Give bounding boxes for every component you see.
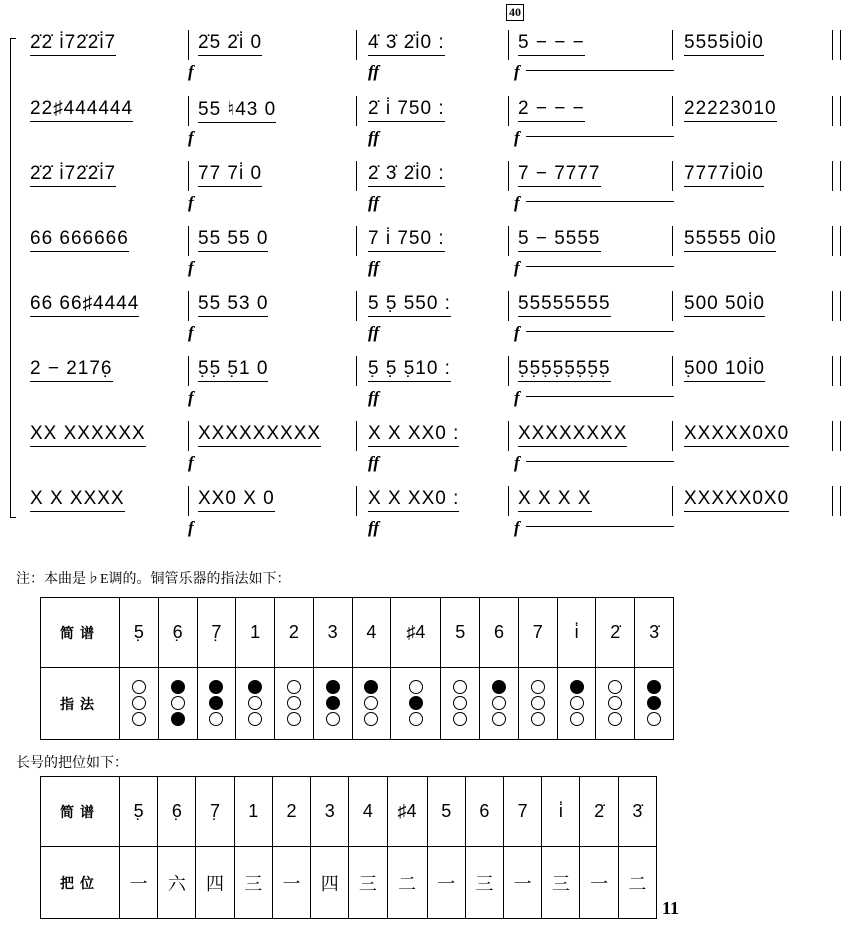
valve-open-icon <box>132 680 146 694</box>
notation-cell: 6̣ <box>158 777 196 847</box>
page-number: 11 <box>662 898 680 918</box>
fingering-cell <box>596 668 635 740</box>
barline <box>356 421 357 451</box>
barline <box>508 226 509 256</box>
measure: 55 53 0 <box>198 293 268 317</box>
trombone-position-table <box>40 776 657 919</box>
dynamic-marking: ff <box>368 193 380 212</box>
slide-position-cell: 三 <box>234 847 272 919</box>
fingering-cell <box>275 668 314 740</box>
dynamic-marking: f <box>514 323 520 342</box>
measure: XX0 X 0 <box>198 488 275 512</box>
barline <box>832 421 833 451</box>
measure: 500 50i̇0 <box>684 293 765 317</box>
barline <box>508 486 509 516</box>
fingering-cell <box>197 668 236 740</box>
notation-cell: ♯4 <box>391 598 441 668</box>
dynamic-marking: f <box>514 193 520 212</box>
slide-position-cell: 一 <box>580 847 618 919</box>
valve-pressed-icon <box>171 680 185 694</box>
valve-pressed-icon <box>248 680 262 694</box>
fingering-cell <box>518 668 557 740</box>
valve-open-icon <box>608 680 622 694</box>
dynamic-marking: ff <box>368 258 380 277</box>
valve-open-icon <box>364 712 378 726</box>
hairpin <box>526 70 674 71</box>
score-row <box>0 88 859 154</box>
valve-pressed-icon <box>570 680 584 694</box>
header-notation: 简谱 <box>41 777 120 847</box>
notation-cell: 4 <box>349 777 387 847</box>
score-row <box>0 413 859 479</box>
score-row <box>0 22 859 88</box>
valve-pressed-icon <box>647 680 661 694</box>
dynamic-marking: ff <box>368 453 380 472</box>
valve-pressed-icon <box>364 680 378 694</box>
dynamic-marking: f <box>514 128 520 147</box>
valve-open-icon <box>287 680 301 694</box>
measure: 5 5̣ 550 : <box>368 293 451 317</box>
barline <box>188 356 189 386</box>
measure: X X XX0 : <box>368 488 459 512</box>
valve-open-icon <box>248 712 262 726</box>
measure: 5555i̇0i̇0 <box>684 32 764 56</box>
measure: 2̇ 3̇ 2̇i̇0 : <box>368 163 445 187</box>
measure: XXXXX0X0 <box>684 423 789 447</box>
barline <box>840 291 841 321</box>
barline <box>672 291 673 321</box>
barline <box>356 30 357 60</box>
hairpin <box>526 201 674 202</box>
rehearsal-mark: 40 <box>506 4 524 21</box>
notation-cell: 5̣ <box>120 598 159 668</box>
notation-cell: 2̇ <box>596 598 635 668</box>
valve-open-icon <box>132 696 146 710</box>
valve-open-icon <box>608 712 622 726</box>
fingering-cell <box>120 668 159 740</box>
fingering-cell <box>313 668 352 740</box>
slide-position-cell: 三 <box>465 847 503 919</box>
notation-cell: 6 <box>465 777 503 847</box>
note-key: 注：本曲是♭E调的。铜管乐器的指法如下： <box>16 572 291 587</box>
barline <box>672 486 673 516</box>
measure: 5 − 5555 <box>518 228 601 252</box>
barline <box>840 30 841 60</box>
dynamic-marking: f <box>514 388 520 407</box>
valve-open-icon <box>570 712 584 726</box>
note-trombone: 长号的把位如下： <box>16 756 128 771</box>
notation-cell: 1 <box>236 598 275 668</box>
valve-open-icon <box>248 696 262 710</box>
measure: 5̣ 5̣ 5̣10 : <box>368 358 451 382</box>
notation-cell: 7̣ <box>196 777 234 847</box>
valve-open-icon <box>453 712 467 726</box>
valve-open-icon <box>453 696 467 710</box>
barline <box>188 96 189 126</box>
valve-open-icon <box>570 696 584 710</box>
slide-position-cell: 一 <box>427 847 465 919</box>
fingering-cell <box>480 668 519 740</box>
valve-pressed-icon <box>647 696 661 710</box>
fingering-cell <box>352 668 391 740</box>
barline <box>188 161 189 191</box>
hairpin <box>526 266 674 267</box>
header-notation: 简谱 <box>41 598 120 668</box>
valve-open-icon <box>409 680 423 694</box>
slide-position-cell: 四 <box>311 847 349 919</box>
barline <box>188 486 189 516</box>
valve-open-icon <box>492 712 506 726</box>
notation-cell: 7̣ <box>197 598 236 668</box>
valve-pressed-icon <box>409 696 423 710</box>
score-row <box>0 153 859 219</box>
fingering-cell <box>557 668 596 740</box>
measure: 55555555 <box>518 293 611 317</box>
hairpin <box>526 396 674 397</box>
notation-cell: 3̇ <box>635 598 674 668</box>
slide-position-cell: 六 <box>158 847 196 919</box>
dynamic-marking: ff <box>368 62 380 81</box>
valve-open-icon <box>531 696 545 710</box>
barline <box>832 161 833 191</box>
barline <box>508 421 509 451</box>
notation-cell: 3 <box>313 598 352 668</box>
barline <box>832 96 833 126</box>
score-row <box>0 348 859 414</box>
slide-position-cell: 二 <box>618 847 656 919</box>
notation-cell: 4 <box>352 598 391 668</box>
score-row <box>0 283 859 349</box>
dynamic-marking: f <box>188 128 194 147</box>
valve-open-icon <box>608 696 622 710</box>
measure: 77 7i̇ 0 <box>198 163 262 187</box>
notation-cell: 3̇ <box>618 777 656 847</box>
slide-position-cell: 一 <box>272 847 310 919</box>
barline <box>356 291 357 321</box>
valve-open-icon <box>326 712 340 726</box>
valve-open-icon <box>409 712 423 726</box>
measure: 2̇2̇ i̇72̇2̇i̇7 <box>30 32 116 56</box>
barline <box>832 291 833 321</box>
measure: 55 55 0 <box>198 228 268 252</box>
valve-open-icon <box>492 696 506 710</box>
measure: 4̇ 3̇ 2̇i̇0 : <box>368 32 445 56</box>
valve-open-icon <box>531 680 545 694</box>
valve-pressed-icon <box>492 680 506 694</box>
header-position: 把位 <box>41 847 120 919</box>
dynamic-marking: f <box>188 453 194 472</box>
measure: XXXXXXXX <box>518 423 627 447</box>
notation-cell: i̇ <box>542 777 580 847</box>
dynamic-marking: f <box>188 258 194 277</box>
dynamic-marking: f <box>188 323 194 342</box>
measure: XXXXXXXXX <box>198 423 321 447</box>
measure: 5 − − − <box>518 32 585 56</box>
notation-cell: 1 <box>234 777 272 847</box>
fingering-cell <box>236 668 275 740</box>
barline <box>832 226 833 256</box>
measure: 7 i̇ 750 : <box>368 228 445 252</box>
barline <box>672 96 673 126</box>
valve-pressed-icon <box>171 712 185 726</box>
barline <box>188 30 189 60</box>
dynamic-marking: f <box>188 62 194 81</box>
fingering-cell <box>391 668 441 740</box>
measure: 5̣5̣ 5̣1 0 <box>198 358 268 382</box>
notation-cell: 2 <box>275 598 314 668</box>
barline <box>840 96 841 126</box>
measure: 5̣00 10i̇0 <box>684 358 765 382</box>
dynamic-marking: f <box>188 388 194 407</box>
measure: XX XXXXXX <box>30 423 146 447</box>
measure: 22223010 <box>684 98 777 122</box>
valve-pressed-icon <box>209 696 223 710</box>
dynamic-marking: f <box>514 453 520 472</box>
barline <box>672 421 673 451</box>
valve-open-icon <box>287 712 301 726</box>
barline <box>832 356 833 386</box>
dynamic-marking: ff <box>368 323 380 342</box>
barline <box>672 30 673 60</box>
barline <box>508 30 509 60</box>
dynamic-marking: ff <box>368 518 380 537</box>
barline <box>840 356 841 386</box>
measure: 55 ♮43 0 <box>198 98 276 123</box>
barline <box>508 291 509 321</box>
valve-open-icon <box>647 712 661 726</box>
hairpin <box>526 526 674 527</box>
notation-cell: 7 <box>518 598 557 668</box>
dynamic-marking: ff <box>368 388 380 407</box>
fingering-cell <box>158 668 197 740</box>
valve-open-icon <box>287 696 301 710</box>
measure: 2̇5 2̇i̇ 0 <box>198 32 262 56</box>
measure: 7777i̇0i̇0 <box>684 163 764 187</box>
notation-cell: 6 <box>480 598 519 668</box>
barline <box>840 161 841 191</box>
measure: 22♯444444 <box>30 98 133 122</box>
score-row <box>0 218 859 284</box>
barline <box>672 226 673 256</box>
valve-open-icon <box>171 696 185 710</box>
score-row <box>0 478 859 544</box>
measure: X X XXXX <box>30 488 125 512</box>
fingering-cell <box>441 668 480 740</box>
notation-cell: 2̇ <box>580 777 618 847</box>
barline <box>356 161 357 191</box>
barline <box>672 356 673 386</box>
barline <box>672 161 673 191</box>
slide-position-cell: 三 <box>542 847 580 919</box>
barline <box>508 96 509 126</box>
measure: 7 − 7777 <box>518 163 601 187</box>
dynamic-marking: f <box>514 62 520 81</box>
measure: XXXXX0X0 <box>684 488 789 512</box>
barline <box>508 161 509 191</box>
hairpin <box>526 331 674 332</box>
measure: 55555 0i̇0 <box>684 228 776 252</box>
valve-fingering-table <box>40 597 674 740</box>
notation-cell: 5 <box>441 598 480 668</box>
slide-position-cell: 四 <box>196 847 234 919</box>
slide-position-cell: 一 <box>504 847 542 919</box>
measure: 2̇ i̇ 750 : <box>368 98 445 122</box>
notation-cell: 2 <box>272 777 310 847</box>
notation-cell: 5̣ <box>120 777 158 847</box>
dynamic-marking: f <box>514 258 520 277</box>
valve-pressed-icon <box>209 680 223 694</box>
barline <box>840 486 841 516</box>
barline <box>508 356 509 386</box>
dynamic-marking: f <box>188 518 194 537</box>
barline <box>356 226 357 256</box>
measure: 66 666666 <box>30 228 129 252</box>
barline <box>188 291 189 321</box>
barline <box>832 30 833 60</box>
barline <box>188 421 189 451</box>
valve-open-icon <box>531 712 545 726</box>
fingering-cell <box>635 668 674 740</box>
valve-pressed-icon <box>326 680 340 694</box>
measure: X X XX0 : <box>368 423 459 447</box>
hairpin <box>526 136 674 137</box>
dynamic-marking: f <box>514 518 520 537</box>
notation-cell: i̇ <box>557 598 596 668</box>
barline <box>840 421 841 451</box>
valve-open-icon <box>132 712 146 726</box>
notation-cell: ♯4 <box>387 777 427 847</box>
notation-cell: 5 <box>427 777 465 847</box>
measure: 2 − − − <box>518 98 585 122</box>
barline <box>356 356 357 386</box>
slide-position-cell: 二 <box>387 847 427 919</box>
barline <box>356 486 357 516</box>
measure: 2 − 2176̣ <box>30 358 113 382</box>
measure: 2̇2̇ i̇72̇2̇i̇7 <box>30 163 116 187</box>
notation-cell: 3 <box>311 777 349 847</box>
dynamic-marking: ff <box>368 128 380 147</box>
measure: X X X X <box>518 488 592 512</box>
barline <box>840 226 841 256</box>
valve-pressed-icon <box>326 696 340 710</box>
slide-position-cell: 三 <box>349 847 387 919</box>
valve-open-icon <box>209 712 223 726</box>
slide-position-cell: 一 <box>120 847 158 919</box>
notation-cell: 7 <box>504 777 542 847</box>
notation-cell: 6̣ <box>158 598 197 668</box>
valve-open-icon <box>364 696 378 710</box>
barline <box>832 486 833 516</box>
barline <box>356 96 357 126</box>
dynamic-marking: f <box>188 193 194 212</box>
barline <box>188 226 189 256</box>
measure: 66 66♯4444 <box>30 293 139 317</box>
hairpin <box>526 461 674 462</box>
measure: 5̣5̣5̣5̣5̣5̣5̣5̣ <box>518 358 611 382</box>
valve-open-icon <box>453 680 467 694</box>
header-fingering: 指法 <box>41 668 120 740</box>
